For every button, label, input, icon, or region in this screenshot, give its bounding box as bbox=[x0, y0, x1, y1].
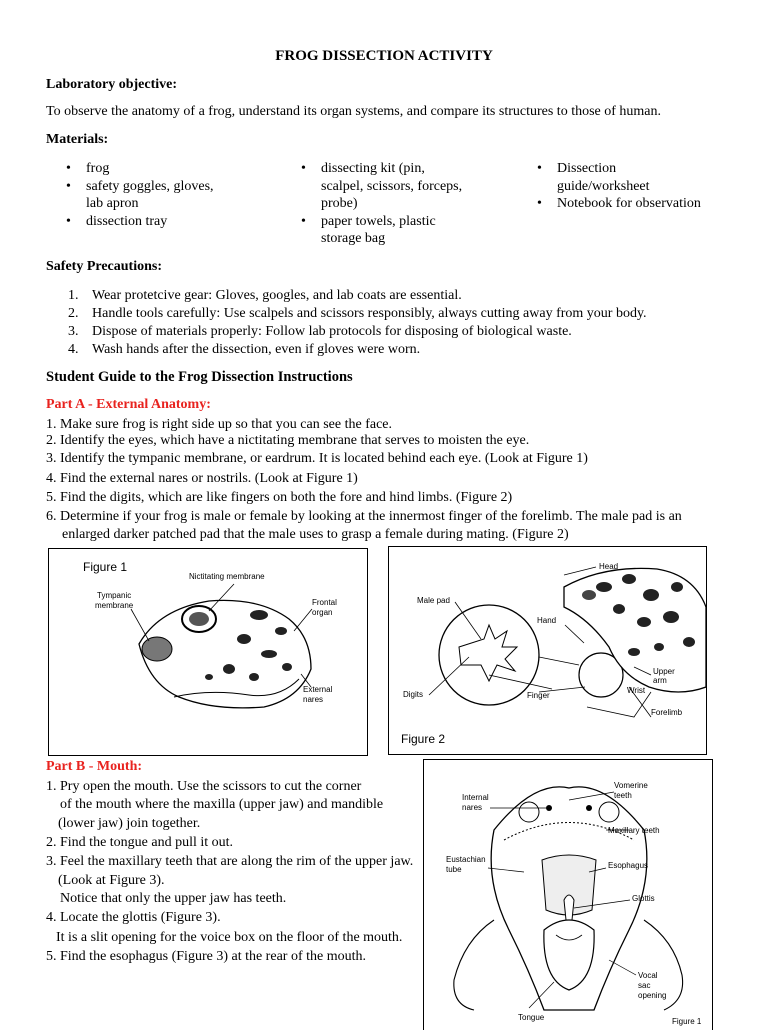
list-item: • Dissection guide/worksheet bbox=[537, 161, 650, 194]
label-nares-1: External bbox=[303, 685, 333, 694]
list-item: • frog bbox=[66, 161, 110, 176]
materials-heading: Materials: bbox=[46, 132, 109, 147]
label-tympanic-2: membrane bbox=[95, 601, 134, 610]
part-b-line: (Look at Figure 3). bbox=[58, 873, 165, 888]
label-internal-2: nares bbox=[462, 803, 483, 812]
label-eustachian-1: Eustachian bbox=[446, 855, 486, 864]
part-b-line: 4. Locate the glottis (Figure 3). bbox=[46, 910, 221, 925]
label-vocal-3: opening bbox=[638, 991, 667, 1000]
eye-pupil bbox=[189, 612, 209, 626]
part-b-line: (lower jaw) join together. bbox=[58, 816, 201, 831]
list-item: • safety goggles, gloves, lab apron bbox=[66, 178, 214, 212]
label-finger: Finger bbox=[527, 691, 550, 700]
list-item: • dissection tray bbox=[66, 213, 168, 229]
label-vomerine-2: teeth bbox=[614, 791, 632, 800]
materials-col-2 bbox=[301, 160, 462, 248]
part-b-line: 2. Find the tongue and pull it out. bbox=[46, 835, 234, 850]
label-upper-arm-1: Upper bbox=[653, 667, 675, 676]
label-frontal-2: organ bbox=[312, 608, 333, 617]
figure-2-drawing bbox=[389, 547, 706, 754]
part-b-line: 5. Find the esophagus (Figure 3) at the rear of the mouth. bbox=[46, 949, 366, 964]
figure-1-drawing bbox=[49, 549, 367, 755]
list-item: • paper towels, plastic storage bag bbox=[301, 213, 436, 247]
glottis-shape bbox=[564, 895, 574, 920]
figure-2 bbox=[388, 546, 707, 755]
frog-eye bbox=[582, 590, 596, 600]
left-arm bbox=[454, 920, 494, 1010]
materials-col-1 bbox=[66, 160, 214, 230]
figure-1 bbox=[48, 548, 368, 756]
part-b-line: 1. Pry open the mouth. Use the scissors to cut the corner bbox=[46, 779, 362, 794]
list-item: • Notebook for observation bbox=[537, 196, 701, 212]
label-tympanic-1: Tympanic bbox=[97, 591, 132, 600]
part-b-line: of the mouth where the maxilla (upper jaw) and mandible bbox=[60, 797, 384, 812]
label-hand: Hand bbox=[537, 616, 557, 625]
part-a-heading: Part A - External Anatomy: bbox=[46, 397, 211, 412]
figure-3-caption: Figure 1 bbox=[672, 1017, 702, 1026]
frog-body-outline bbox=[564, 568, 706, 692]
safety-list bbox=[68, 287, 647, 359]
part-a-line: 1. Make sure frog is right side up so that you can see the face. bbox=[46, 417, 393, 432]
tympanic-membrane-shape bbox=[142, 637, 172, 661]
label-male-pad: Male pad bbox=[417, 596, 450, 605]
frog-spots bbox=[205, 610, 292, 681]
label-frontal-1: Frontal bbox=[312, 598, 337, 607]
label-nares-2: nares bbox=[303, 695, 324, 704]
magnified-hand-shape bbox=[459, 625, 517, 681]
label-vomerine-1: Vomerine bbox=[614, 781, 648, 790]
list-item: 1. Wear protetcive gear: Gloves, googles, and lab coats are essential. bbox=[68, 288, 462, 303]
label-digits: Digits bbox=[403, 690, 424, 699]
figure-3-drawing bbox=[424, 760, 712, 1030]
materials-col-3 bbox=[537, 160, 701, 213]
label-vocal-2: sac bbox=[638, 981, 651, 990]
part-a-line: 2. Identify the eyes, which have a nictitating membrane that serves to moisten the eye. bbox=[46, 433, 530, 448]
label-head: Head bbox=[599, 562, 619, 571]
part-b-line: Notice that only the upper jaw has teeth. bbox=[60, 891, 287, 906]
label-tongue: Tongue bbox=[518, 1013, 545, 1022]
label-vocal-1: Vocal bbox=[638, 971, 658, 980]
figure-1-leaders bbox=[131, 584, 312, 687]
list-item: • dissecting kit (pin, scalpel, scissors, forceps, probe) bbox=[301, 161, 463, 212]
page-title: FROG DISSECTION ACTIVITY bbox=[275, 48, 493, 64]
figure-2-title: Figure 2 bbox=[401, 732, 446, 746]
part-a-line: 5. Find the digits, which are like fingers on both the fore and hind limbs. (Figure 2) bbox=[46, 490, 513, 505]
frog-jaw-line bbox=[174, 679, 299, 697]
part-a-line: 3. Identify the tympanic membrane, or eardrum. It is located behind each eye. (Look at Figure 1) bbox=[46, 451, 588, 466]
part-a-line: 4. Find the external nares or nostrils. (Look at Figure 1) bbox=[46, 471, 358, 486]
objective-heading: Laboratory objective: bbox=[46, 77, 178, 92]
safety-heading: Safety Precautions: bbox=[46, 259, 162, 274]
part-a-line: 6. Determine if your frog is male or female by looking at the innermost finger of the forelimb. The male pad is an bbox=[46, 509, 682, 524]
label-internal-1: Internal bbox=[462, 793, 489, 802]
objective-text: To observe the anatomy of a frog, understand its organ systems, and compare its structures to those of human. bbox=[46, 104, 662, 119]
label-forelimb: Forelimb bbox=[651, 708, 683, 717]
label-glottis: Glottis bbox=[632, 894, 655, 903]
label-nictitating: Nictitating membrane bbox=[189, 572, 265, 581]
part-b-heading: Part B - Mouth: bbox=[46, 759, 143, 774]
part-a-line: enlarged darker patched pad that the male uses to grasp a female during mating. (Figure 2) bbox=[62, 527, 569, 542]
label-eustachian-2: tube bbox=[446, 865, 462, 874]
list-item: 2. Handle tools carefully: Use scalpels and scissors responsibly, always cutting away from your body. bbox=[68, 306, 647, 321]
figure-3 bbox=[423, 759, 713, 1030]
list-item: 4. Wash hands after the dissection, even if gloves were worn. bbox=[68, 342, 421, 357]
label-esophagus: Esophagus bbox=[608, 861, 649, 870]
label-wrist: Wrist bbox=[627, 686, 646, 695]
guide-heading: Student Guide to the Frog Dissection Instructions bbox=[46, 369, 353, 385]
list-item: 3. Dispose of materials properly: Follow lab protocols for disposing of biological waste. bbox=[68, 324, 572, 339]
label-maxillary: Maxillary teeth bbox=[608, 826, 660, 835]
part-b-line: 3. Feel the maxillary teeth that are along the rim of the upper jaw. bbox=[46, 854, 414, 869]
label-upper-arm-2: arm bbox=[653, 676, 667, 685]
figure-1-title: Figure 1 bbox=[83, 560, 128, 574]
part-b-line: It is a slit opening for the voice box on the floor of the mouth. bbox=[56, 930, 403, 945]
